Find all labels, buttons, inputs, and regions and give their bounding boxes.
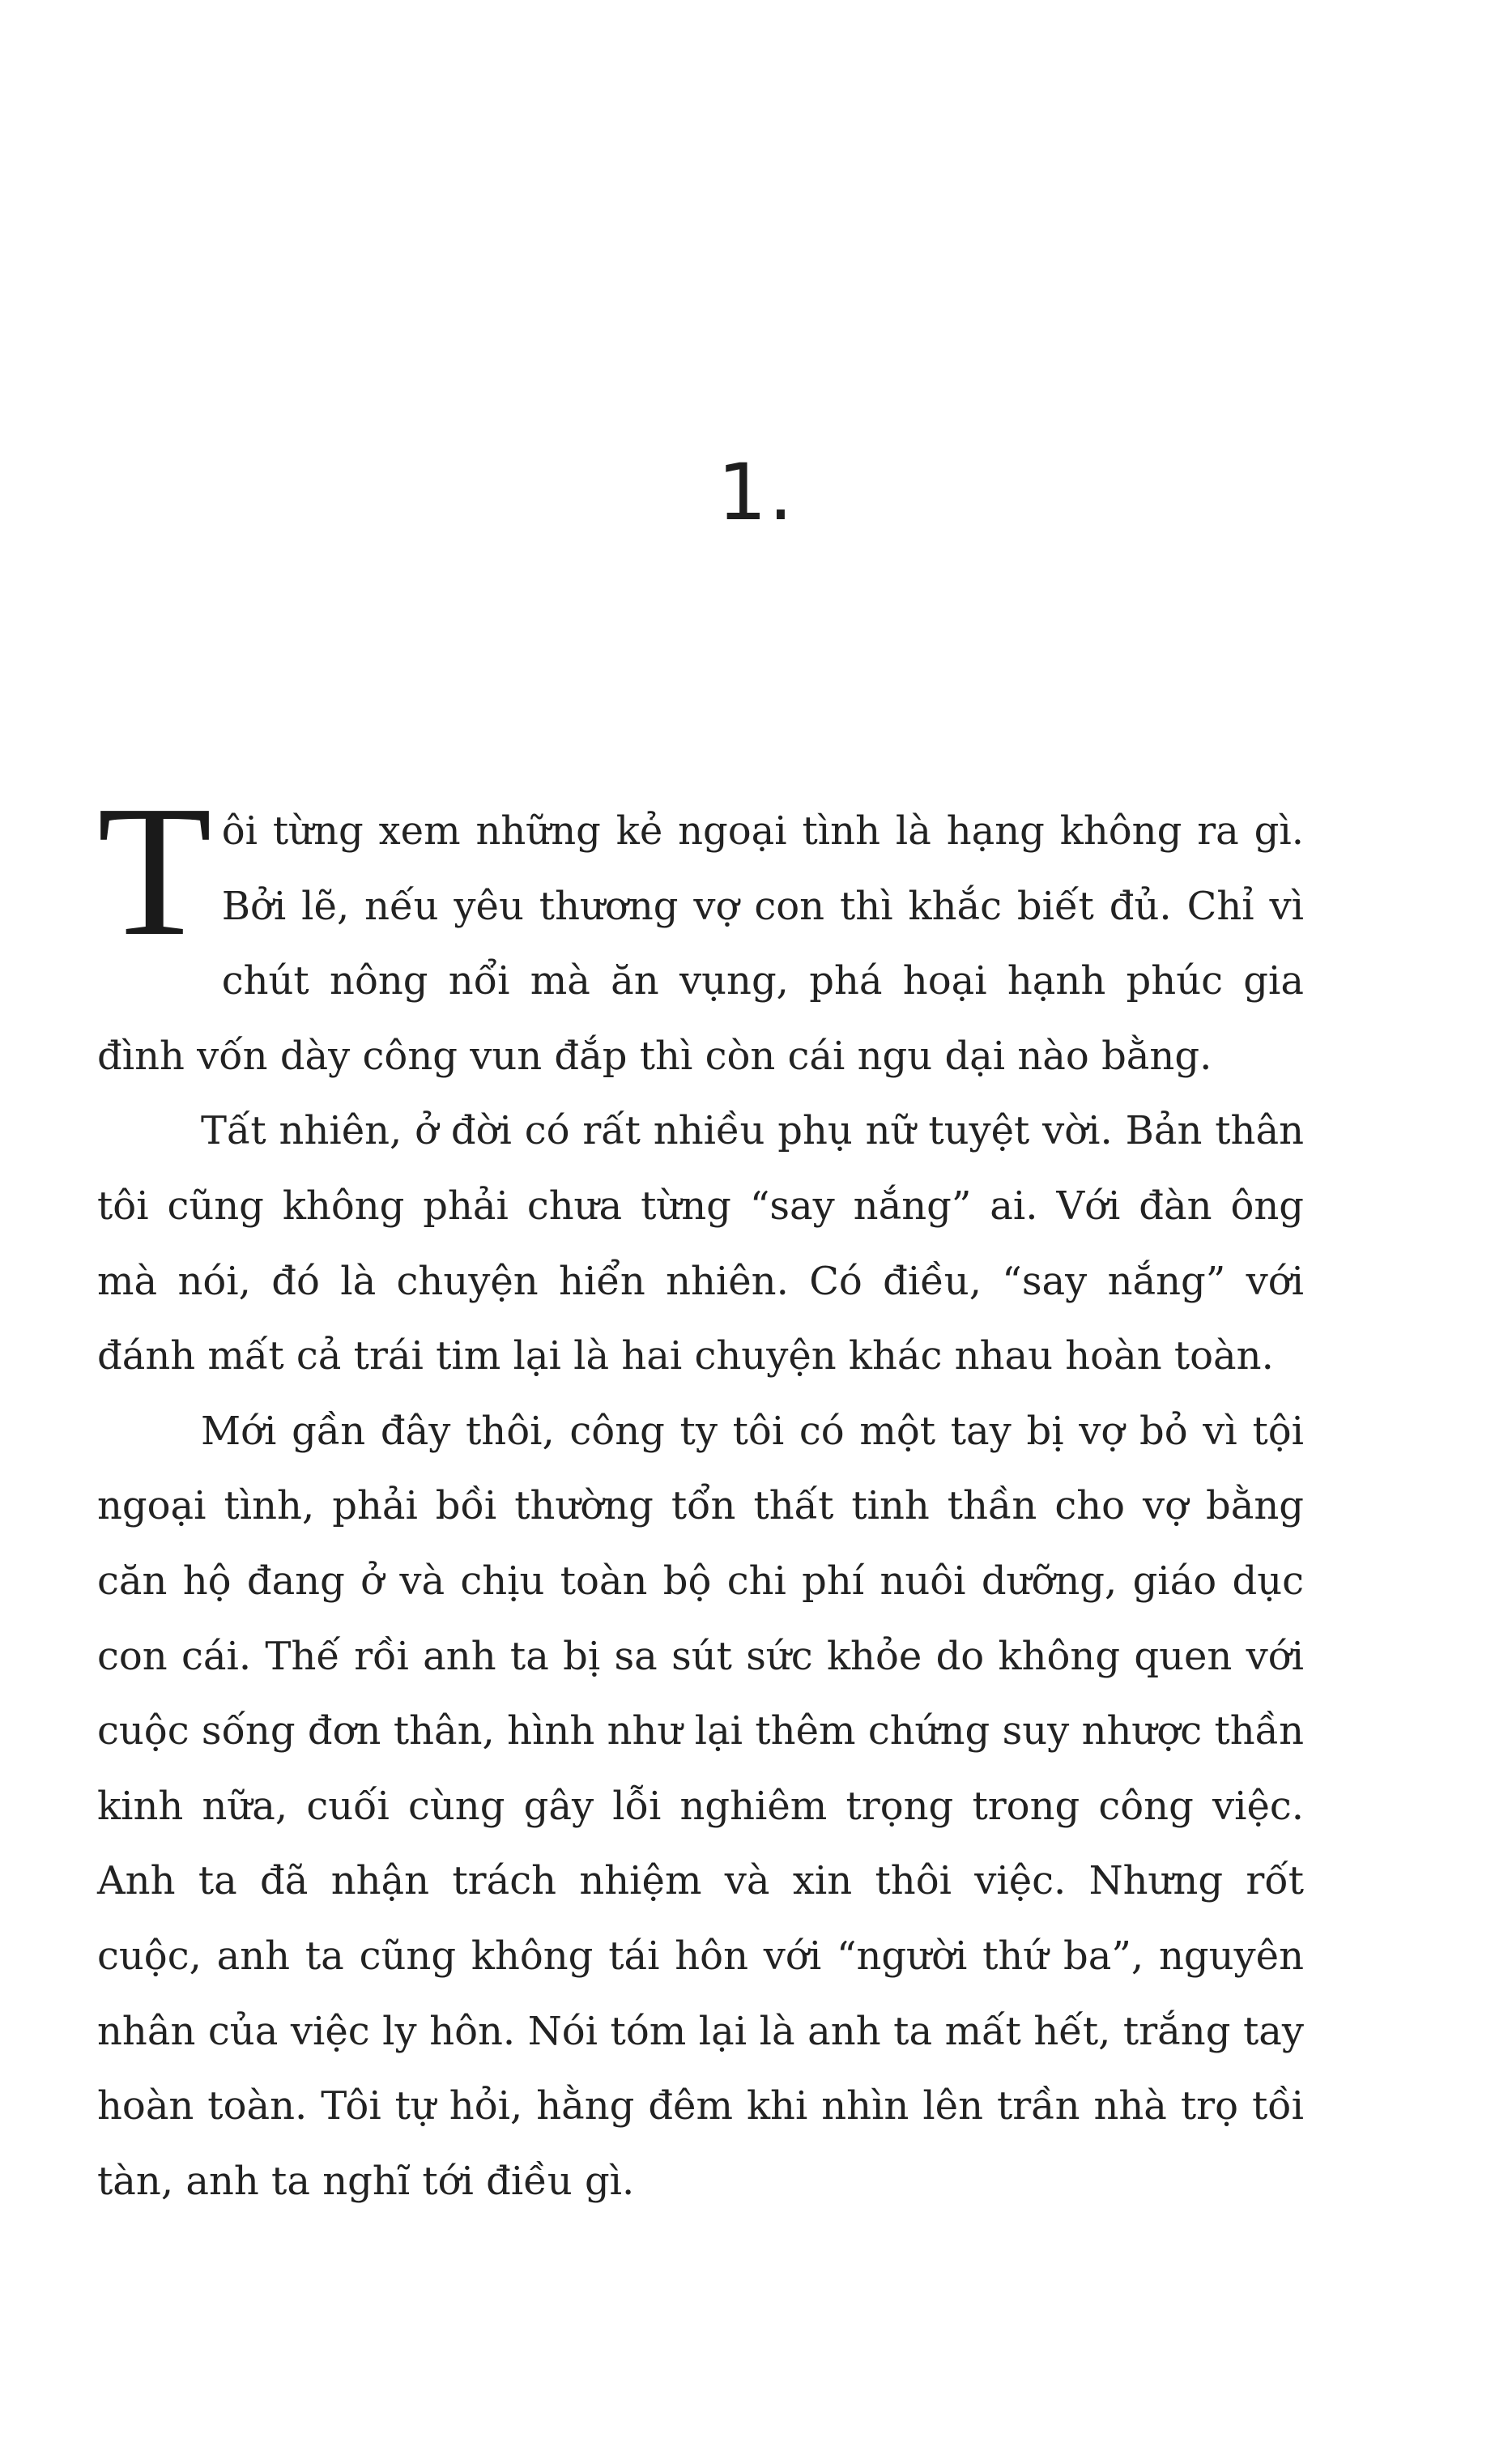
paragraph-1 <box>97 767 1304 1093</box>
drop-cap: T <box>97 767 212 975</box>
chapter-body <box>97 767 1304 2219</box>
paragraph-3: Mới gần đây thôi, công ty tôi có một tay bị vợ bỏ vì tội ngoại tình, phải bồi thường tổn thất tinh thần cho vợ bằng căn hộ đang ở và chịu toàn bộ chi phí nuôi dưỡng, giáo dục con cái. Thế rồi anh ta bị sa sút sức khỏe do không quen với cuộc sống đơn thân, hình như lại thêm chứng suy nhược thần kinh nữa, cuối cùng gây lỗi nghiêm trọng trong công việc. Anh ta đã nhận trách nhiệm và xin thôi việc. Nhưng rốt cuộc, anh ta cũng không tái hôn với “người thứ ba”, nguyên nhân của việc ly hôn. Nói tóm lại là anh ta mất hết, trắng tay hoàn toàn. Tôi tự hỏi, hằng đêm khi nhìn lên trần nhà trọ tồi tàn, anh ta nghĩ tới điều gì. <box>97 1408 1304 2204</box>
chapter-number: 1. <box>717 447 795 538</box>
paragraph-2: Tất nhiên, ở đời có rất nhiều phụ nữ tuyệt vời. Bản thân tôi cũng không phải chưa từng “say nắng” ai. Với đàn ông mà nói, đó là chuyện hiển nhiên. Có điều, “say nắng” với đánh mất cả trái tim lại là hai chuyện khác nhau hoàn toàn. <box>97 1108 1304 1379</box>
paragraph-1-text: ôi từng xem những kẻ ngoại tình là hạng không ra gì. Bởi lẽ, nếu yêu thương vợ con thì khắc biết đủ. Chỉ vì chút nông nổi mà ăn vụng, phá hoại hạnh phúc gia đình vốn dày công vun đắp thì còn cái ngu dại nào bằng. <box>97 808 1304 1079</box>
